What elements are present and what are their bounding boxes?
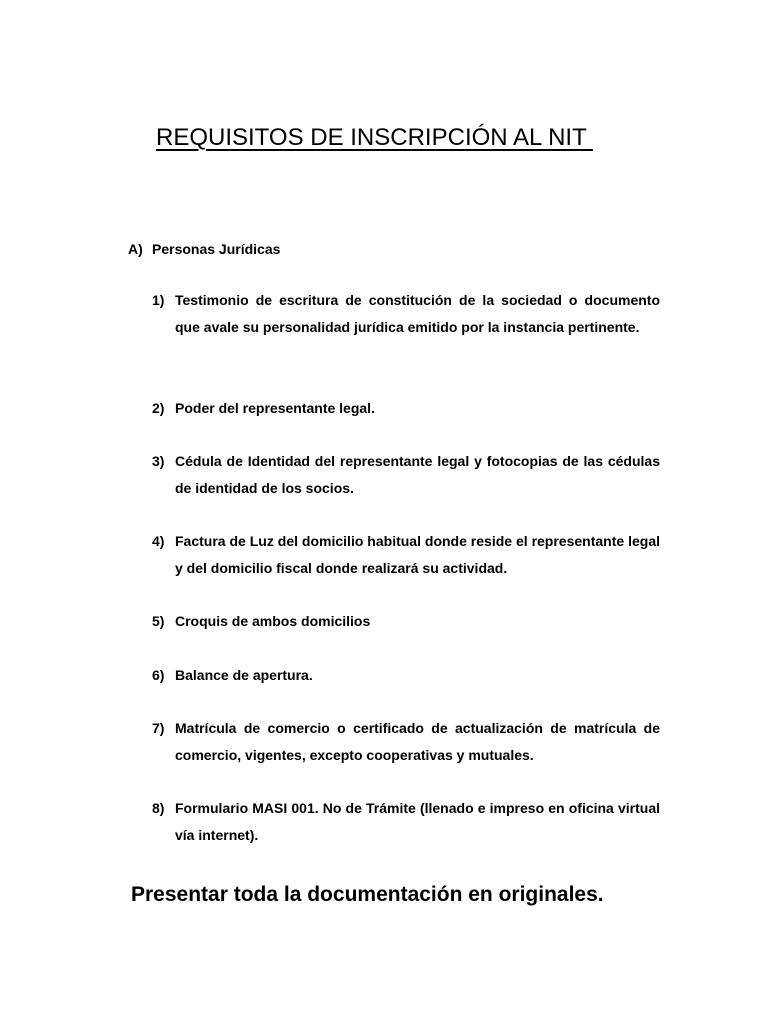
- item-text: Cédula de Identidad del representante legal y fotocopias de las cédulas de identidad de los socios.: [175, 453, 660, 496]
- item-text: Formulario MASI 001. No de Trámite (llenado e impreso en oficina virtual vía internet).: [175, 800, 660, 843]
- list-item: [152, 395, 660, 422]
- item-text: Poder del representante legal.: [175, 400, 375, 416]
- item-marker: 4): [152, 533, 165, 549]
- list-item: [152, 448, 660, 502]
- list-item: [152, 715, 660, 769]
- item-text: Testimonio de escritura de constitución de la sociedad o documento que avale su personalidad jurídica emitido por la instancia pertinente.: [175, 292, 660, 335]
- page-title: REQUISITOS DE INSCRIPCIÓN AL NIT: [156, 124, 593, 151]
- list-item: [152, 287, 660, 341]
- item-marker: 5): [152, 613, 165, 629]
- item-marker: 1): [152, 292, 165, 308]
- item-text: Matrícula de comercio o certificado de actualización de matrícula de comercio, vigentes, excepto cooperativas y mutuales.: [175, 720, 660, 763]
- list-item: [152, 528, 660, 582]
- item-marker: 3): [152, 453, 165, 469]
- item-marker: 6): [152, 667, 165, 683]
- section-heading: [128, 238, 280, 260]
- footer-note: Presentar toda la documentación en originales.: [131, 883, 604, 906]
- section-marker: A): [128, 241, 143, 257]
- section-label: Personas Jurídicas: [152, 241, 281, 257]
- list-item: [152, 795, 660, 849]
- item-marker: 7): [152, 720, 165, 736]
- item-marker: 8): [152, 800, 165, 816]
- item-text: Balance de apertura.: [175, 667, 313, 683]
- item-text: Croquis de ambos domicilios: [175, 613, 371, 629]
- item-marker: 2): [152, 400, 165, 416]
- list-item: [152, 608, 660, 635]
- list-item: [152, 662, 660, 689]
- item-text: Factura de Luz del domicilio habitual donde reside el representante legal y del domicilio fiscal donde realizará su actividad.: [175, 533, 660, 576]
